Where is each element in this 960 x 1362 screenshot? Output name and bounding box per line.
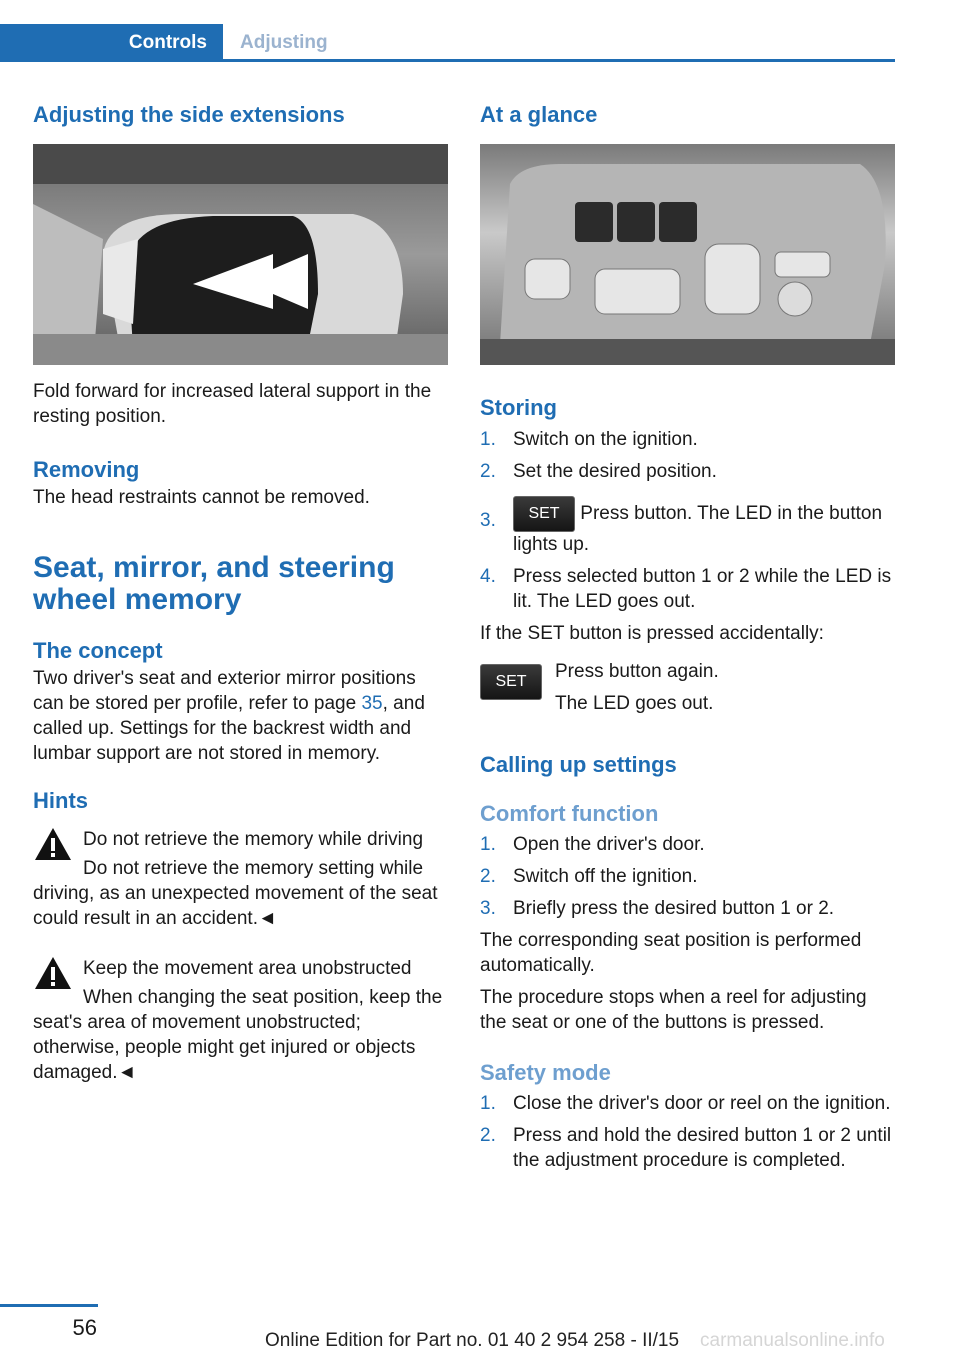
- accidental-text: If the SET button is pressed accidentally:: [480, 623, 824, 644]
- step-number: 1.: [480, 834, 496, 855]
- section-title-side-extensions: Adjusting the side extensions: [33, 102, 345, 127]
- led-out-text: The LED goes out.: [555, 693, 714, 714]
- warning-memory-while-driving: [33, 824, 448, 931]
- warning-1-title: Do not retrieve the memory while driving: [83, 829, 424, 850]
- comfort-steps: [480, 832, 895, 921]
- step-number: 2.: [480, 461, 496, 482]
- footer-rule: [0, 1304, 98, 1307]
- step-number: 1.: [480, 1093, 496, 1114]
- edition-text: Online Edition for Part no. 01 40 2 954 258 - II/15: [265, 1330, 680, 1351]
- right-column: [480, 100, 895, 1180]
- concept-text-part1: Two driver's seat and exterior mirror positions can be stored per profile, refer to page: [33, 668, 416, 714]
- list-item: [480, 496, 895, 557]
- headrest-image: [33, 144, 448, 365]
- list-item: [480, 1123, 895, 1173]
- set-button-icon: SET: [513, 496, 575, 532]
- step-text: Set the desired position.: [513, 461, 717, 482]
- step-text: Press selected button 1 or 2 while the LED is lit. The LED goes out.: [513, 566, 892, 612]
- warning-2-spacer: [83, 985, 448, 1017]
- warning-2-title: Keep the movement area unobstructed: [83, 958, 412, 979]
- step-text: Switch on the ignition.: [513, 429, 698, 450]
- press-again-text: Press button again.: [555, 661, 719, 682]
- list-item: [480, 564, 895, 614]
- step-text: Press and hold the desired button 1 or 2 until the adjustment procedure is completed.: [513, 1125, 892, 1171]
- concept-text-part2: , and called up. Settings for the backrest width and lumbar support are not stored in memory.: [33, 693, 425, 764]
- comfort-function-title: Comfort function: [480, 801, 659, 826]
- set-button-icon: SET: [480, 664, 542, 700]
- warning-movement-area: [33, 953, 448, 1085]
- list-item: [480, 832, 895, 857]
- step-number: 2.: [480, 1125, 496, 1146]
- storing-steps: [480, 427, 895, 614]
- at-a-glance-title: At a glance: [480, 102, 598, 127]
- list-item: [480, 896, 895, 921]
- removing-title: Removing: [33, 457, 140, 482]
- stops-text: The procedure stops when a reel for adjusting the seat or one of the buttons is pressed.: [480, 987, 867, 1033]
- step-text: Close the driver's door or reel on the ignition.: [513, 1093, 891, 1114]
- step-text: Briefly press the desired button 1 or 2.: [513, 898, 835, 919]
- step-number: 2.: [480, 866, 496, 887]
- watermark: carmanualsonline.info: [700, 1330, 885, 1351]
- concept-title: The concept: [33, 638, 163, 663]
- list-item: [480, 864, 895, 889]
- performed-text: The corresponding seat position is performed automatically.: [480, 930, 862, 976]
- step-text: Open the driver's door.: [513, 834, 705, 855]
- step-text: Switch off the ignition.: [513, 866, 698, 887]
- removing-text: The head restraints cannot be removed.: [33, 487, 370, 508]
- warning-2-text: When changing the seat position, keep the seat's area of movement unobstructed; otherwise, people might get injured or objects damaged.◄: [33, 987, 443, 1083]
- concept-text: [33, 666, 448, 766]
- set-again-block: [480, 656, 895, 728]
- list-item: [480, 427, 895, 452]
- seat-memory-controls-image: [480, 144, 895, 365]
- tab-adjusting[interactable]: Adjusting: [240, 32, 328, 53]
- warning-1-text: Do not retrieve the memory setting while driving, as an unexpected movement of the seat could result in an accident.◄: [33, 858, 438, 929]
- list-item: [480, 1091, 895, 1116]
- memory-title: Seat, mirror, and steering wheel memory: [33, 551, 395, 616]
- list-item: [480, 459, 895, 484]
- safety-steps: [480, 1091, 895, 1173]
- step-number: 1.: [480, 429, 496, 450]
- left-column: [33, 100, 448, 1085]
- warning-triangle-icon: [33, 955, 73, 991]
- header-rule: [0, 59, 895, 62]
- fold-text: Fold forward for increased lateral support in the resting position.: [33, 381, 432, 427]
- step-text: Press button. The LED in the button lights up.: [513, 503, 883, 555]
- warning-1-text-start: [83, 856, 448, 888]
- page-number: 56: [72, 1315, 97, 1340]
- tab-controls[interactable]: Controls: [0, 24, 223, 62]
- storing-title: Storing: [480, 395, 557, 420]
- hints-title: Hints: [33, 788, 88, 813]
- step-number: 4.: [480, 566, 496, 587]
- calling-up-title: Calling up settings: [480, 752, 677, 777]
- step-number: 3.: [480, 898, 496, 919]
- page-header: [0, 0, 895, 62]
- page-35-link[interactable]: 35: [361, 693, 383, 714]
- step-number: 3.: [480, 510, 496, 531]
- warning-triangle-icon: [33, 826, 73, 862]
- safety-mode-title: Safety mode: [480, 1060, 611, 1085]
